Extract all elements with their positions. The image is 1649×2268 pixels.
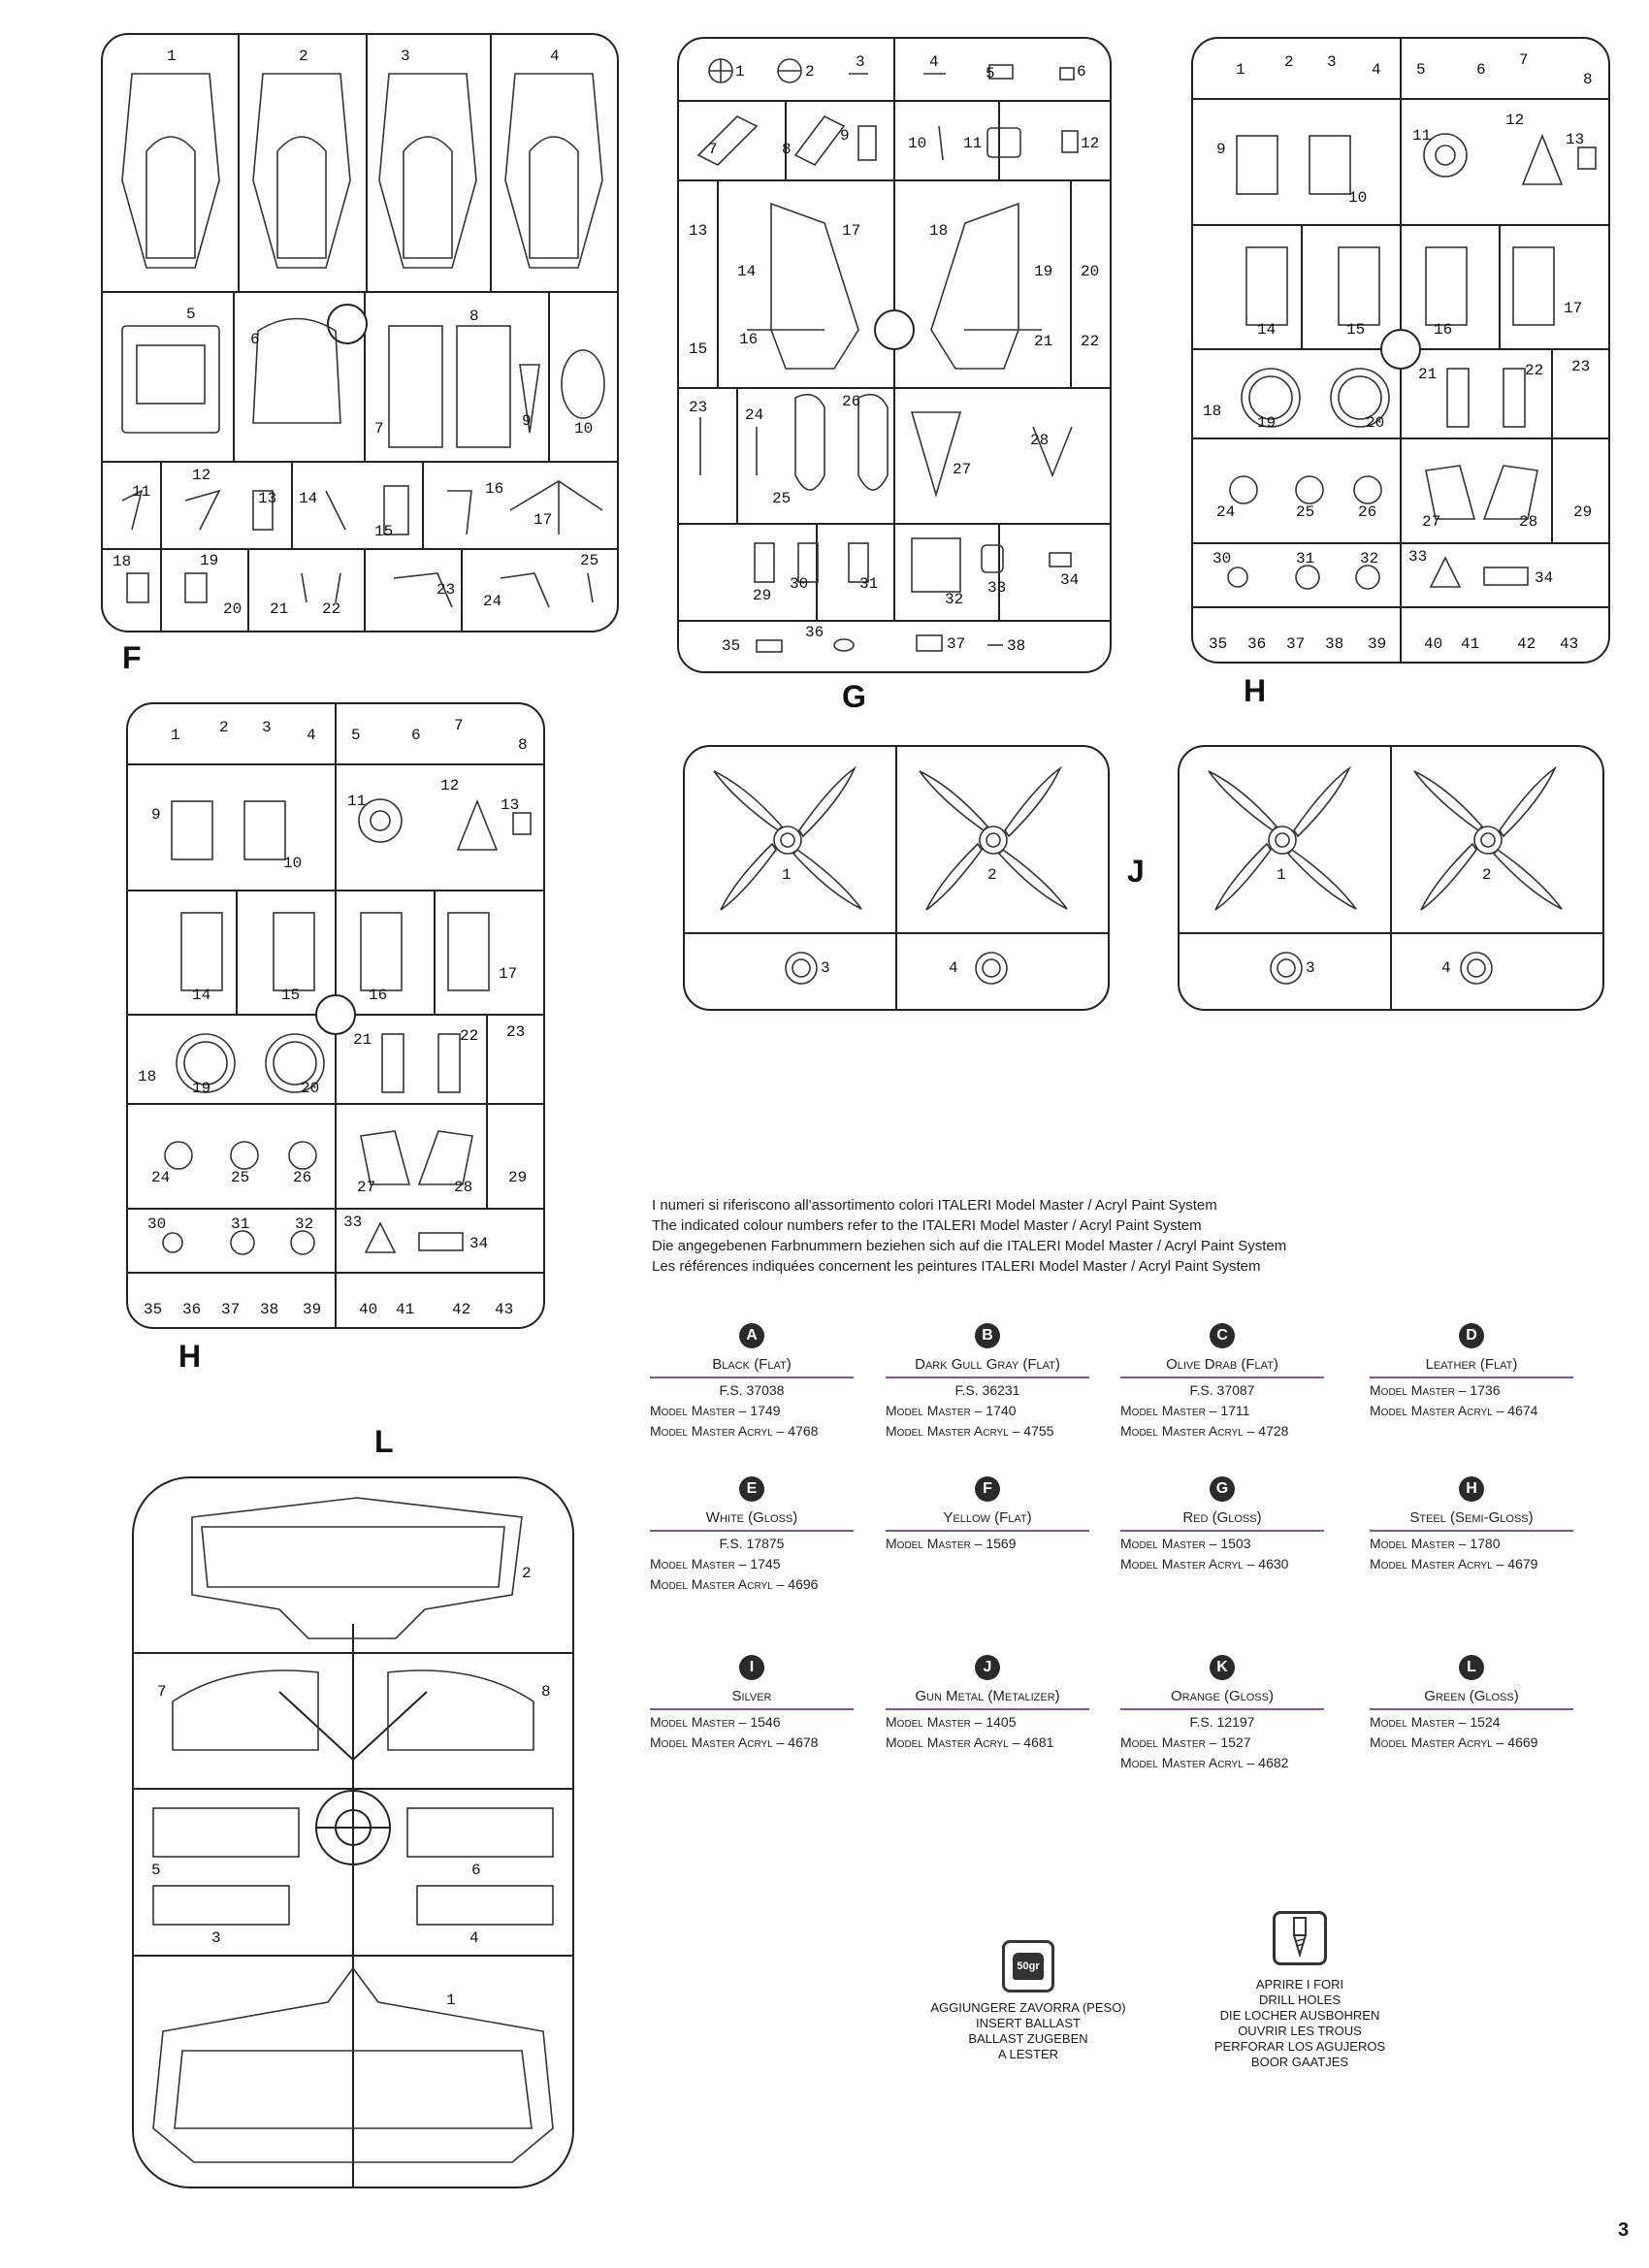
sprue-j-label: J — [1127, 854, 1145, 889]
sprue-f-part-16: 16 — [485, 480, 504, 498]
sprue-j-left-part-4: 4 — [949, 959, 958, 977]
paint-h — [1370, 1476, 1573, 1574]
sprue-f-frame — [103, 35, 617, 631]
sprue-h-top-part-37: 37 — [1286, 635, 1306, 653]
sprue-h-left-part-20: 20 — [301, 1080, 320, 1097]
sprue-g-part-20: 20 — [1081, 263, 1100, 280]
sprue-f-part-9: 9 — [522, 412, 532, 430]
paint-l-mm: Model Master – 1524 — [1370, 1714, 1501, 1730]
paint-k-fs: F.S. 12197 — [1189, 1714, 1255, 1730]
sprue-f-part-2: 2 — [299, 48, 308, 65]
sprue-h-left-part-28: 28 — [454, 1179, 473, 1196]
sprue-h-top-part-39: 39 — [1368, 635, 1387, 653]
paint-b — [886, 1323, 1089, 1442]
paint-f-badge: F — [975, 1476, 1000, 1502]
sprue-h-top-part-38: 38 — [1325, 635, 1344, 653]
sprue-j-right — [1178, 745, 1604, 1011]
sprue-h-top-part-17: 17 — [1564, 300, 1583, 317]
sprue-h-top-part-33: 33 — [1408, 548, 1428, 566]
sprue-h-left-part-9: 9 — [151, 806, 161, 824]
sprue-h-top-part-30: 30 — [1212, 550, 1232, 567]
sprue-l-frame — [134, 1478, 572, 2187]
drill-line-fr: OUVRIR LES TROUS — [1238, 2024, 1362, 2038]
sprue-g-label: G — [842, 679, 866, 714]
paint-i-badge: I — [739, 1655, 764, 1680]
sprue-g-part-7: 7 — [708, 141, 718, 158]
sprue-h-top-part-41: 41 — [1461, 635, 1480, 653]
sprue-g-part-28: 28 — [1030, 432, 1050, 449]
sprue-h-top-part-15: 15 — [1346, 321, 1366, 339]
paint-a — [650, 1323, 854, 1442]
sprue-g-part-26: 26 — [842, 393, 861, 410]
paint-c — [1120, 1323, 1324, 1442]
paint-a-mm: Model Master – 1749 — [650, 1403, 781, 1418]
paint-k — [1120, 1655, 1324, 1773]
sprue-l-part-6: 6 — [471, 1862, 481, 1879]
note-line-it: I numeri si riferiscono all'assortimento colori ITALERI Model Master / Acryl Paint System — [652, 1197, 1217, 1214]
sprue-h-top-part-5: 5 — [1416, 61, 1426, 79]
paint-k-badge: K — [1210, 1655, 1235, 1680]
sprue-g-part-31: 31 — [859, 575, 879, 593]
paint-i-mm: Model Master – 1546 — [650, 1714, 781, 1730]
paint-c-badge: C — [1210, 1323, 1235, 1348]
paint-h-name: Steel (Semi-Gloss) — [1370, 1507, 1573, 1532]
sprue-h-left-part-22: 22 — [460, 1027, 479, 1045]
sprue-g-part-24: 24 — [745, 406, 764, 424]
paint-k-mma: Model Master Acryl – 4682 — [1120, 1755, 1289, 1770]
sprue-h-top-part-23: 23 — [1571, 358, 1591, 375]
paint-i-mma: Model Master Acryl – 4678 — [650, 1734, 819, 1750]
sprue-h-top-part-11: 11 — [1412, 127, 1432, 145]
sprue-j-left-frame — [685, 747, 1108, 1009]
sprue-g-part-13: 13 — [689, 222, 708, 240]
sprue-h-top-part-8: 8 — [1583, 71, 1593, 88]
drill-line-es: PERFORAR LOS AGUJEROS — [1213, 2039, 1386, 2054]
sprue-g-part-36: 36 — [805, 624, 824, 641]
sprue-g-part-14: 14 — [737, 263, 757, 280]
sprue-h-left-part-18: 18 — [138, 1068, 157, 1085]
sprue-h-top-part-26: 26 — [1358, 503, 1377, 521]
drill-bit-icon — [1273, 1911, 1327, 1965]
note-line-fr: Les références indiquées concernent les peintures ITALERI Model Master / Acryl Paint System — [652, 1258, 1261, 1275]
sprue-h-left-part-13: 13 — [501, 796, 520, 814]
sprue-h-top-part-40: 40 — [1424, 635, 1443, 653]
note-line-de: Die angegebenen Farbnummern beziehen sich auf die ITALERI Model Master / Acryl Paint System — [652, 1238, 1287, 1254]
sprue-j-right-part-3: 3 — [1306, 959, 1315, 977]
paint-d-mm: Model Master – 1736 — [1370, 1382, 1501, 1398]
paint-e-name: White (Gloss) — [650, 1507, 854, 1532]
paint-g-mm: Model Master – 1503 — [1120, 1536, 1251, 1551]
sprue-j-left — [683, 745, 1110, 1011]
paint-a-fs: F.S. 37038 — [719, 1382, 785, 1398]
paint-b-fs: F.S. 36231 — [954, 1382, 1020, 1398]
sprue-h-left-part-12: 12 — [440, 777, 460, 794]
sprue-h-top-part-20: 20 — [1366, 414, 1385, 432]
sprue-h-left-part-19: 19 — [192, 1080, 211, 1097]
sprue-g-part-5: 5 — [986, 65, 995, 82]
sprue-h-left-part-3: 3 — [262, 719, 272, 736]
sprue-l-part-1: 1 — [446, 1992, 456, 2009]
sprue-l-part-2: 2 — [522, 1565, 532, 1582]
paint-e-mm: Model Master – 1745 — [650, 1556, 781, 1571]
sprue-h-left-part-27: 27 — [357, 1179, 376, 1196]
sprue-h-top-part-10: 10 — [1348, 189, 1368, 207]
sprue-f-part-19: 19 — [200, 552, 219, 569]
drill-line-nl: BOOR GAATJES — [1250, 2055, 1349, 2069]
sprue-h-left-part-2: 2 — [219, 719, 229, 736]
sprue-h-left-part-14: 14 — [192, 987, 211, 1004]
sprue-g-part-30: 30 — [790, 575, 809, 593]
sprue-f-part-17: 17 — [534, 511, 553, 529]
paint-l-mma: Model Master Acryl – 4669 — [1370, 1734, 1538, 1750]
sprue-g-part-21: 21 — [1034, 333, 1053, 350]
sprue-h-top-part-24: 24 — [1216, 503, 1236, 521]
sprue-j-left-part-3: 3 — [821, 959, 830, 977]
sprue-g-part-22: 22 — [1081, 333, 1100, 350]
sprue-h-left-part-24: 24 — [151, 1169, 171, 1186]
sprue-h-left-part-40: 40 — [359, 1301, 378, 1318]
sprue-h-left-part-38: 38 — [260, 1301, 279, 1318]
sprue-h-top-part-32: 32 — [1360, 550, 1379, 567]
note-line-en: The indicated colour numbers refer to the ITALERI Model Master / Acryl Paint System — [652, 1217, 1202, 1234]
sprue-h-top-part-6: 6 — [1476, 61, 1486, 79]
paint-j-name: Gun Metal (Metalizer) — [886, 1686, 1089, 1710]
sprue-f-part-18: 18 — [113, 553, 132, 570]
paint-d-badge: D — [1459, 1323, 1484, 1348]
paint-l-badge: L — [1459, 1655, 1484, 1680]
sprue-g-part-17: 17 — [842, 222, 861, 240]
sprue-f-part-1: 1 — [167, 48, 177, 65]
sprue-f-part-25: 25 — [580, 552, 599, 569]
sprue-g-part-25: 25 — [772, 490, 792, 507]
sprue-f-part-5: 5 — [186, 306, 196, 323]
paint-l-name: Green (Gloss) — [1370, 1686, 1573, 1710]
paint-b-mm: Model Master – 1740 — [886, 1403, 1017, 1418]
sprue-h-top-label: H — [1244, 673, 1267, 708]
ballast-line-it: AGGIUNGERE ZAVORRA (PESO) — [930, 2000, 1126, 2015]
sprue-g-part-19: 19 — [1034, 263, 1053, 280]
sprue-g-part-35: 35 — [722, 637, 741, 655]
sprue-h-left-part-1: 1 — [171, 727, 180, 744]
sprue-h-top-part-35: 35 — [1209, 635, 1228, 653]
paint-a-name: Black (Flat) — [650, 1354, 854, 1378]
sprue-f-part-8: 8 — [469, 308, 479, 325]
sprue-h-left-part-42: 42 — [452, 1301, 471, 1318]
sprue-g-frame — [679, 39, 1110, 671]
sprue-g-part-34: 34 — [1060, 571, 1080, 589]
sprue-g-part-3: 3 — [856, 53, 865, 71]
paint-l — [1370, 1655, 1573, 1753]
sprue-f-part-14: 14 — [299, 490, 318, 507]
sprue-h-left-part-5: 5 — [351, 727, 361, 744]
sprue-j-right-part-4: 4 — [1441, 959, 1451, 977]
paint-b-badge: B — [975, 1323, 1000, 1348]
sprue-l-part-5: 5 — [151, 1862, 161, 1879]
sprue-h-top-part-28: 28 — [1519, 513, 1538, 531]
sprue-h-top-part-16: 16 — [1434, 321, 1453, 339]
sprue-h-top-part-14: 14 — [1257, 321, 1277, 339]
sprue-g-part-12: 12 — [1081, 135, 1100, 152]
sprue-j-left-part-1: 1 — [782, 866, 792, 884]
paint-d — [1370, 1323, 1573, 1421]
sprue-f-part-3: 3 — [401, 48, 410, 65]
sprue-h-left-part-6: 6 — [411, 727, 421, 744]
ballast-weight-icon — [1002, 1940, 1054, 1993]
sprue-f-part-23: 23 — [436, 581, 456, 599]
sprue-f-part-11: 11 — [132, 483, 151, 501]
sprue-g — [677, 37, 1112, 673]
sprue-h-left-part-15: 15 — [281, 987, 301, 1004]
paint-c-fs: F.S. 37087 — [1189, 1382, 1255, 1398]
sprue-h-top — [1191, 37, 1610, 664]
sprue-h-left-part-23: 23 — [506, 1023, 526, 1041]
sprue-g-part-37: 37 — [947, 635, 966, 653]
sprue-f-part-21: 21 — [270, 600, 289, 618]
drill-line-de: DIE LOCHER AUSBOHREN — [1219, 2008, 1380, 2023]
sprue-h-left-part-16: 16 — [369, 987, 388, 1004]
sprue-f-part-15: 15 — [374, 523, 394, 540]
paint-h-badge: H — [1459, 1476, 1484, 1502]
paint-i — [650, 1655, 854, 1753]
paint-b-mma: Model Master Acryl – 4755 — [886, 1423, 1054, 1439]
sprue-h-top-part-2: 2 — [1284, 53, 1294, 71]
paint-f — [886, 1476, 1089, 1554]
sprue-g-part-11: 11 — [963, 135, 983, 152]
sprue-l-part-4: 4 — [469, 1929, 479, 1947]
paint-d-name: Leather (Flat) — [1370, 1354, 1573, 1378]
sprue-h-left-part-31: 31 — [231, 1215, 250, 1233]
sprue-h-left-part-8: 8 — [518, 736, 528, 754]
paint-g-badge: G — [1210, 1476, 1235, 1502]
sprue-f-part-20: 20 — [223, 600, 242, 618]
sprue-h-top-part-25: 25 — [1296, 503, 1315, 521]
sprue-h-top-part-29: 29 — [1573, 503, 1593, 521]
sprue-f-part-4: 4 — [550, 48, 560, 65]
sprue-j-right-part-2: 2 — [1482, 866, 1492, 884]
paint-f-mm: Model Master – 1569 — [886, 1536, 1017, 1551]
sprue-h-left — [126, 702, 545, 1329]
sprue-h-top-part-1: 1 — [1236, 61, 1245, 79]
sprue-h-top-part-18: 18 — [1203, 403, 1222, 420]
sprue-f-part-6: 6 — [250, 331, 260, 348]
sprue-h-left-part-39: 39 — [303, 1301, 322, 1318]
sprue-h-left-part-21: 21 — [353, 1031, 372, 1049]
sprue-h-top-part-43: 43 — [1560, 635, 1579, 653]
sprue-l-part-8: 8 — [541, 1683, 551, 1701]
paint-d-mma: Model Master Acryl – 4674 — [1370, 1403, 1538, 1418]
sprue-h-top-part-12: 12 — [1505, 112, 1525, 129]
sprue-h-left-part-10: 10 — [283, 855, 303, 872]
sprue-h-left-part-29: 29 — [508, 1169, 528, 1186]
ballast-weight-label: 50gr — [1013, 1953, 1043, 1980]
paint-g — [1120, 1476, 1324, 1574]
sprue-h-left-part-25: 25 — [231, 1169, 250, 1186]
page-number: 3 — [1618, 2219, 1630, 2241]
sprue-l-part-3: 3 — [211, 1929, 221, 1947]
sprue-h-top-part-42: 42 — [1517, 635, 1536, 653]
sprue-f-part-13: 13 — [258, 490, 277, 507]
sprue-h-left-part-43: 43 — [495, 1301, 514, 1318]
sprue-h-top-frame — [1193, 39, 1608, 662]
sprue-f-part-24: 24 — [483, 593, 502, 610]
sprue-h-top-part-4: 4 — [1372, 61, 1381, 79]
sprue-l — [132, 1476, 574, 2188]
sprue-h-left-part-41: 41 — [396, 1301, 415, 1318]
sprue-h-left-part-36: 36 — [182, 1301, 202, 1318]
paint-c-mma: Model Master Acryl – 4728 — [1120, 1423, 1289, 1439]
sprue-g-part-27: 27 — [953, 461, 972, 478]
paint-j-mm: Model Master – 1405 — [886, 1714, 1017, 1730]
sprue-l-part-7: 7 — [157, 1683, 167, 1701]
sprue-h-top-part-3: 3 — [1327, 53, 1337, 71]
sprue-h-left-part-11: 11 — [347, 793, 367, 810]
sprue-g-part-15: 15 — [689, 340, 708, 358]
sprue-h-top-part-22: 22 — [1525, 362, 1544, 379]
drill-line-en: DRILL HOLES — [1258, 1993, 1342, 2007]
paint-j-badge: J — [975, 1655, 1000, 1680]
sprue-f-label: F — [122, 640, 142, 675]
sprue-h-left-part-7: 7 — [454, 717, 464, 734]
sprue-h-left-part-17: 17 — [499, 965, 518, 983]
sprue-g-part-6: 6 — [1077, 63, 1086, 81]
paint-e — [650, 1476, 854, 1595]
ballast-legend — [922, 1940, 1135, 2062]
ballast-line-en: INSERT BALLAST — [976, 2016, 1081, 2030]
paint-h-mm: Model Master – 1780 — [1370, 1536, 1501, 1551]
sprue-l-label: L — [374, 1424, 394, 1459]
sprue-h-top-part-34: 34 — [1535, 569, 1554, 587]
sprue-g-part-38: 38 — [1007, 637, 1026, 655]
sprue-g-part-23: 23 — [689, 399, 708, 416]
paint-system-note — [652, 1195, 1286, 1277]
ballast-line-fr: A LESTER — [997, 2047, 1059, 2061]
paint-j — [886, 1655, 1089, 1753]
paint-a-mma: Model Master Acryl – 4768 — [650, 1423, 819, 1439]
ballast-line-de: BALLAST ZUGEBEN — [968, 2031, 1088, 2046]
sprue-h-top-part-19: 19 — [1257, 414, 1277, 432]
sprue-g-part-33: 33 — [987, 579, 1007, 597]
paint-j-mma: Model Master Acryl – 4681 — [886, 1734, 1054, 1750]
paint-f-name: Yellow (Flat) — [886, 1507, 1089, 1532]
sprue-h-left-part-26: 26 — [293, 1169, 312, 1186]
sprue-h-left-part-33: 33 — [343, 1214, 363, 1231]
drill-line-it: APRIRE I FORI — [1255, 1977, 1344, 1992]
sprue-h-top-part-31: 31 — [1296, 550, 1315, 567]
sprue-g-part-16: 16 — [739, 331, 759, 348]
sprue-f-part-22: 22 — [322, 600, 341, 618]
sprue-j-right-frame — [1180, 747, 1602, 1009]
sprue-f-part-12: 12 — [192, 467, 211, 484]
sprue-h-left-part-30: 30 — [147, 1215, 167, 1233]
paint-b-name: Dark Gull Gray (Flat) — [886, 1354, 1089, 1378]
paint-k-name: Orange (Gloss) — [1120, 1686, 1324, 1710]
sprue-h-left-part-32: 32 — [295, 1215, 314, 1233]
sprue-h-left-label: H — [178, 1339, 202, 1374]
paint-e-mma: Model Master Acryl – 4696 — [650, 1576, 819, 1592]
sprue-f-part-10: 10 — [574, 420, 594, 437]
paint-g-name: Red (Gloss) — [1120, 1507, 1324, 1532]
sprue-g-part-4: 4 — [929, 53, 939, 71]
sprue-g-part-8: 8 — [782, 141, 792, 158]
sprue-h-top-part-9: 9 — [1216, 141, 1226, 158]
sprue-g-part-32: 32 — [945, 591, 964, 608]
sprue-h-top-part-13: 13 — [1566, 131, 1585, 148]
paint-i-name: Silver — [650, 1686, 854, 1710]
sprue-h-top-part-7: 7 — [1519, 51, 1529, 69]
sprue-h-left-frame — [128, 704, 543, 1327]
sprue-j-left-part-2: 2 — [987, 866, 997, 884]
sprue-f — [101, 33, 619, 632]
sprue-f-part-7: 7 — [374, 420, 384, 437]
sprue-h-top-part-27: 27 — [1422, 513, 1441, 531]
paint-e-badge: E — [739, 1476, 764, 1502]
drill-legend — [1193, 1911, 1406, 2070]
sprue-h-left-part-4: 4 — [307, 727, 316, 744]
sprue-h-left-part-37: 37 — [221, 1301, 241, 1318]
paint-g-mma: Model Master Acryl – 4630 — [1120, 1556, 1289, 1571]
sprue-j-right-part-1: 1 — [1277, 866, 1286, 884]
sprue-h-top-part-36: 36 — [1247, 635, 1267, 653]
sprue-h-left-part-34: 34 — [469, 1235, 489, 1252]
sprue-g-part-10: 10 — [908, 135, 927, 152]
sprue-h-top-part-21: 21 — [1418, 366, 1438, 383]
paint-a-badge: A — [739, 1323, 764, 1348]
sprue-g-part-18: 18 — [929, 222, 949, 240]
paint-h-mma: Model Master Acryl – 4679 — [1370, 1556, 1538, 1571]
sprue-h-left-part-35: 35 — [144, 1301, 163, 1318]
paint-k-mm: Model Master – 1527 — [1120, 1734, 1251, 1750]
paint-c-mm: Model Master – 1711 — [1120, 1403, 1250, 1418]
paint-c-name: Olive Drab (Flat) — [1120, 1354, 1324, 1378]
sprue-g-part-1: 1 — [735, 63, 745, 81]
sprue-g-part-29: 29 — [753, 587, 772, 604]
sprue-g-part-2: 2 — [805, 63, 815, 81]
sprue-g-part-9: 9 — [840, 127, 850, 145]
paint-e-fs: F.S. 17875 — [719, 1536, 785, 1551]
